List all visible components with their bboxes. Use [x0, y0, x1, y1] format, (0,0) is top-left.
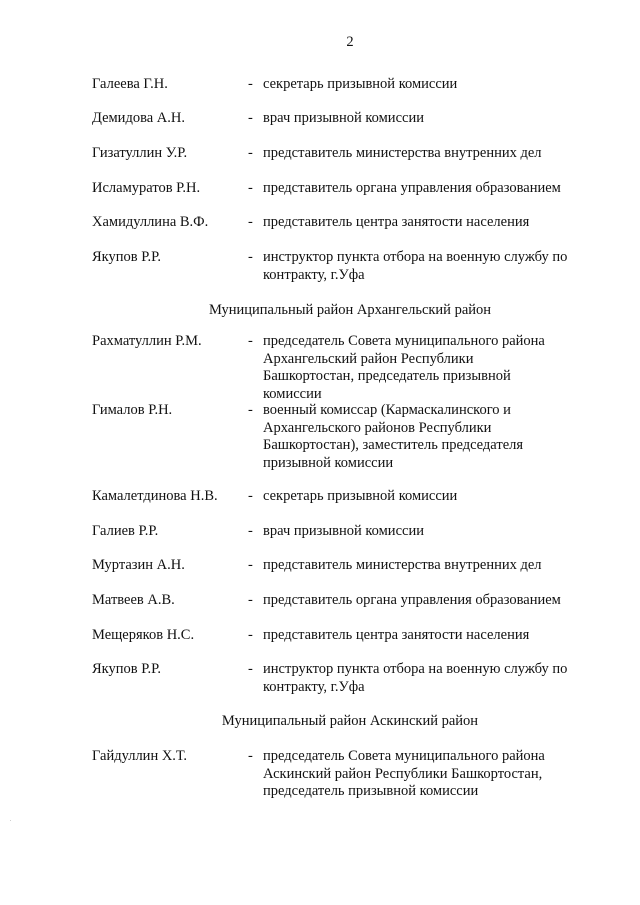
member-name: Якупов Р.Р. [92, 249, 161, 265]
dash: - [248, 180, 253, 196]
dash: - [248, 76, 253, 92]
member-role: секретарь призывной комиссии [263, 76, 458, 92]
member-role: представитель министерства внутренних дел [263, 557, 542, 573]
dash: - [248, 592, 253, 608]
dash: - [248, 249, 253, 265]
member-name: Хамидуллина В.Ф. [92, 214, 209, 230]
member-name: Камалетдинова Н.В. [92, 488, 218, 504]
member-name: Гайдуллин Х.Т. [92, 748, 187, 764]
page-number: 2 [346, 34, 354, 50]
dash: - [248, 110, 253, 126]
member-name: Исламуратов Р.Н. [92, 180, 201, 196]
member-name: Демидова А.Н. [92, 110, 185, 126]
member-name: Мещеряков Н.С. [92, 627, 195, 643]
dash: - [248, 214, 253, 230]
member-role: военный комиссар (Кармаскалинского и Архангельского районов Республики Башкортостан), заместитель председателя призывной комиссии [263, 402, 524, 471]
member-name: Галиев Р.Р. [92, 523, 159, 539]
scan-speck [10, 820, 11, 821]
dash: - [248, 145, 253, 161]
member-role: представитель центра занятости населения [263, 627, 530, 643]
member-name: Гизатуллин У.Р. [92, 145, 188, 161]
member-name: Матвеев А.В. [92, 592, 175, 608]
dash: - [248, 627, 253, 643]
member-role: председатель Совета муниципального района Архангельский район Республики Башкортостан, председатель призывной комиссии [263, 333, 545, 402]
member-name: Муртазин А.Н. [92, 557, 185, 573]
member-name: Рахматуллин Р.М. [92, 333, 202, 349]
member-role: представитель органа управления образованием [263, 180, 561, 196]
member-role: представитель центра занятости населения [263, 214, 530, 230]
dash: - [248, 333, 253, 349]
section-heading: Муниципальный район Аскинский район [221, 713, 479, 729]
member-role: врач призывной комиссии [263, 523, 424, 539]
dash: - [248, 748, 253, 764]
member-role: инструктор пункта отбора на военную службу по контракту, г.Уфа [263, 249, 568, 283]
dash: - [248, 402, 253, 418]
member-name: Галеева Г.Н. [92, 76, 168, 92]
member-role: врач призывной комиссии [263, 110, 424, 126]
member-role: председатель Совета муниципального района Аскинский район Республики Башкортостан, председатель призывной комиссии [263, 748, 545, 799]
member-role: представитель органа управления образованием [263, 592, 561, 608]
member-name: Гималов Р.Н. [92, 402, 173, 418]
member-name: Якупов Р.Р. [92, 661, 161, 677]
member-role: представитель министерства внутренних дел [263, 145, 542, 161]
dash: - [248, 523, 253, 539]
dash: - [248, 488, 253, 504]
dash: - [248, 557, 253, 573]
member-role: инструктор пункта отбора на военную службу по контракту, г.Уфа [263, 661, 568, 695]
member-role: секретарь призывной комиссии [263, 488, 458, 504]
section-heading: Муниципальный район Архангельский район [208, 302, 492, 318]
dash: - [248, 661, 253, 677]
